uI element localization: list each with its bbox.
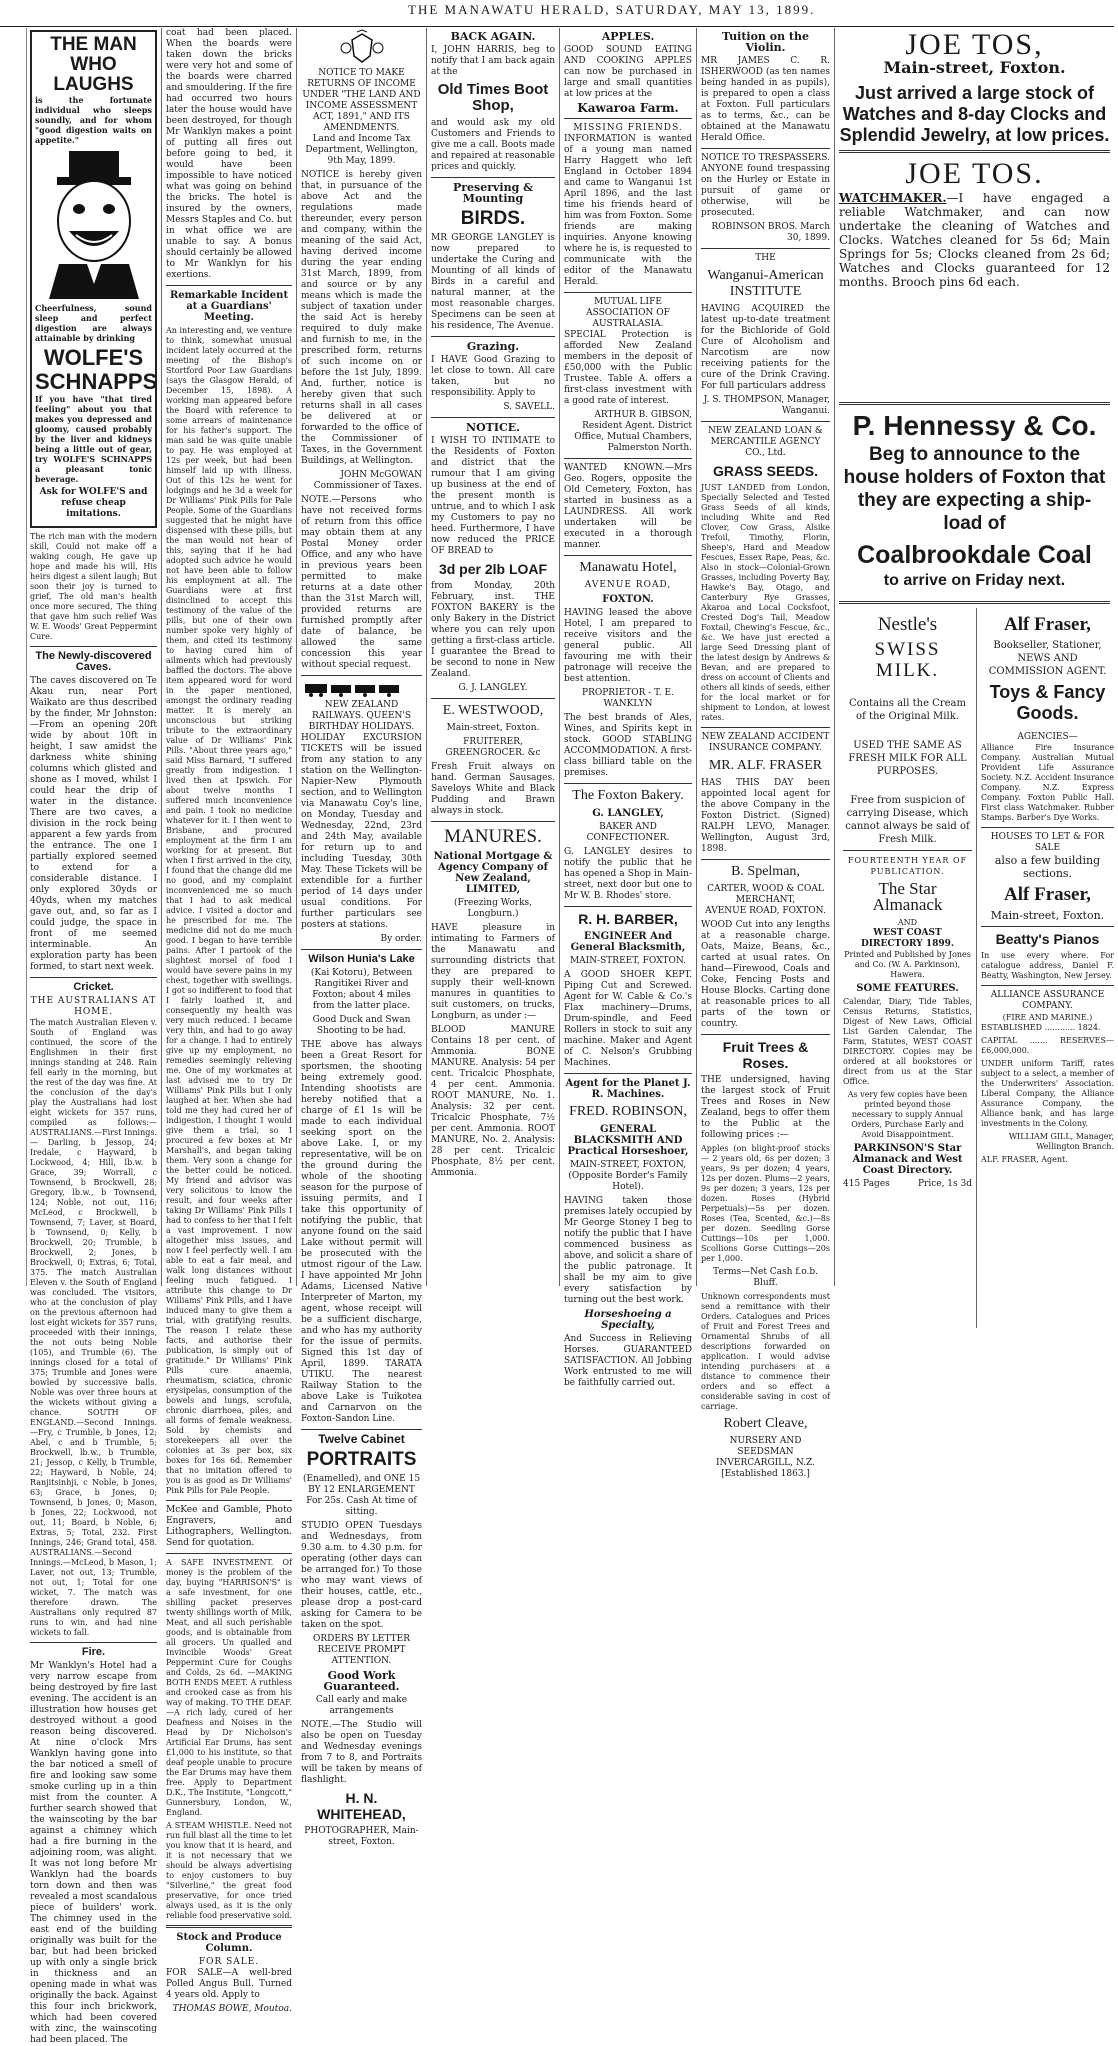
alliance-established: ESTABLISHED ............ 1824.	[981, 1023, 1101, 1032]
hennessy-body: Beg to announce to the house holders of Foxton that they are expecting a ship-load of	[843, 444, 1106, 534]
birds-body: MR GEORGE LANGLEY is now prepared to undertake the Curing and Mounting of all kinds of Birds in a careful and natural manner, at the most reasonable charges. Specimens can be seen at his residence, The Avenue.	[431, 233, 555, 331]
beatty-heading: Beatty's Pianos	[995, 931, 1100, 947]
fraser-address: Main-street, Foxton.	[990, 909, 1105, 922]
nzlm-heading: NEW ZEALAND LOAN & MERCANTILE AGENCY CO., Ltd.	[708, 426, 823, 458]
divider	[981, 985, 1114, 986]
hennessy-title: P. Hennessy & Co.	[852, 410, 1097, 441]
divider	[166, 1553, 292, 1554]
laundress-notice: WANTED KNOWN.—Mrs Geo. Rogers, opposite the Old Cemetery, Foxton, has started in business as a LAUNDRESS. All work undertaken will be executed in a thorough manner.	[564, 463, 692, 550]
mutual-body: SPECIAL Protection is afforded New Zealand members in the deposit of £50,000 with the Public Trustee. Table A. offers a first-class investment with a good rate of interest.	[564, 330, 692, 406]
fruit-trees-body: THE undersigned, having the largest stock of Fruit Trees and Roses in New Zealand, begs to offer them to the Public at the following prices :—	[701, 1075, 830, 1140]
lower-left-column	[839, 608, 977, 1328]
cricket-subheading: THE AUSTRALIANS AT HOME.	[30, 996, 157, 1017]
lake-heading: Wilson Hunia's Lake	[308, 953, 415, 965]
nestle-free: Free from suspicion of carrying Disease, which cannot always be said of Fresh Milk.	[845, 795, 970, 845]
caves-body: The caves discovered on Te Akau run, near Port Waikato are thus described by the finder, Mr Johnston: —From an opening 20ft wide by about 10ft in height, I saw amidst the darkness white shining columns which glisted and shone as I moved, whilst I could hear the drip of water in the distance. There are two caves, a division in the rock being apparent a few yards from the entrance. The one I partially explored seemed to extend for a considerable distance. I only explored 30yds or 40yds, when my matches gave out, and, so far as I could judge, the space in front of me seemed interminable. An exploration party has been formed, to start next week.	[30, 676, 157, 972]
spelman-address: AVENUE ROAD, FOXTON.	[705, 906, 826, 916]
nestle-body: Contains all the Cream of the Original Milk.	[849, 698, 966, 722]
institute-body: HAVING ACQUIRED the latest up-to-date treatment for the Bichloride of Gold Cure of Alcoholism and Narcotism are now receiving patients for the cure of the Drink Craving. For full particulars address	[701, 304, 830, 391]
almanack-features: SOME FEATURES.	[856, 983, 959, 994]
robinson-name: FRED. ROBINSON,	[569, 1104, 687, 1119]
page-header	[0, 0, 1114, 27]
income-notice-body: NOTICE is hereby given that, in pursuance of the above Act and the regulations made thereunder, every person and company, within the meaning of the said Act, having derived income during the year ending 31st March, 1899, from and source or by any means which is made the subject of taxation under the said Act is hereby required to duly make and furnish to me, in the prescribed form, returns of such income on or before the 1st July, 1899. And, further, notice is hereby given that such returns shall in all cases be delivered at or forwarded to the office of the Commissioner of Taxes, in the Government Buildings, at Wellington.	[301, 170, 422, 466]
wolfe-ask: Ask for WOLFE'S and refuse cheap imitations.	[39, 487, 148, 519]
trespass-signature: ROBINSON BROS. March 30, 1899.	[711, 222, 830, 243]
railways-signature: By order.	[380, 934, 422, 944]
bakery-body: G. LANGLEY desires to notify the public that he has opened a Shop in Main-street, next door but one to Mr W. B. Rhodes' store.	[564, 847, 692, 901]
missing-body: INFORMATION is wanted of a young man named Harry Haggett who left England in October 1894 and came to Wanganui 1st April 1896, and the last time his friends heard of him was from Foxton. Some friends are making inquiries. Anyone knowing where he is, is requested to communicate with the editor of the Manawatu Herald.	[564, 134, 692, 287]
bread-notice-body-2: from Monday, 20th February, inst. THE FOXTON BAKERY is the only Bakery in the District where you can rely upon getting a first-class article. I guarantee the Bread to be second to none in New Zealand.	[431, 581, 555, 679]
nma-heading: National Mortgage & Agency Company of New Zealand, LIMITED,	[433, 851, 553, 895]
divider	[839, 150, 1110, 153]
alliance-capital: CAPITAL ....... RESERVES— £6,000,000.	[981, 1036, 1114, 1055]
back-again-body: I, JOHN HARRIS, beg to notify that I am back again at the	[431, 45, 555, 77]
barber-address: MAIN-STREET, FOXTON.	[569, 956, 687, 966]
robinson-trade: GENERAL BLACKSMITH AND Practical Horseshoer,	[567, 1124, 689, 1157]
railways-heading: NEW ZEALAND RAILWAYS. QUEEN'S BIRTHDAY HOLIDAYS.	[308, 700, 415, 732]
fraser-agent-body: HAS THIS DAY been appointed local agent for the above Company in the Foxton District. (Signed) RALPH LEVO, Manager. Wellington, August 3rd, 1898.	[701, 778, 830, 854]
divider	[564, 458, 692, 459]
joe-tos-ads	[839, 28, 1110, 398]
divider	[981, 926, 1114, 927]
wolfe-title-2: SCHNAPPS	[35, 369, 158, 394]
lake-subheading: (Kai Kotoru), Between Rangitikei River and Foxton; about 4 miles from the latter place.	[310, 968, 413, 1011]
hotel-town: FOXTON.	[602, 594, 654, 605]
fraser-agent-name: MR. ALF. FRASER	[708, 758, 823, 773]
fruit-trees-body-2: Unknown correspondents must send a remittance with their Orders. Catalogues and Prices of Fruit and Forest Trees and Ornamental Shrubs of all descriptions forwarded on application. I would advise intending purchasers at a distance to commence their orders and so effect a considerable saving in cost of carriage.	[701, 1292, 830, 1411]
income-notice-department: Land and Income Tax Department, Wellington, 9th May, 1899.	[305, 134, 418, 166]
bread-notice-body: I WISH TO INTIMATE to the Residents of Foxton and district that the rumour that I am giving up business at the end of the present month is untrue, and to which I ask my Customers to pay no heed. Furthermore, I have now reduced the PRICE OF BREAD to	[431, 436, 555, 556]
coal-heading: Coalbrookdale Coal	[857, 541, 1092, 569]
divider	[166, 1925, 292, 1928]
birds-heading: Preserving & Mounting	[452, 181, 534, 205]
column-2	[162, 28, 297, 2014]
alliance-subheading: (FIRE AND MARINE.)	[1002, 1013, 1093, 1022]
cleave-established: [Established 1863.]	[721, 1469, 810, 1479]
coat-of-arms-icon	[340, 30, 384, 66]
safe-investment: A SAFE INVESTMENT. Of money is the problem of the day, buying "HARRISON'S" is a safe investment, for one shilling packet preserves twenty shillings worth of Milk, Meat, and all such perishable goods, and is obtainable from all grocers. Un qualled and Invincible Woods' Great Peppermint Cure for Coughs and Colds, 2s 6d. —MAKING BOTH ENDS MEET. A ruthless and crooked case as from his way of making. TO THE DEAF.—A rich lady, cured of her Deafness and Noises in the Head by Dr Nicholson's Artificial Ear Drums, has sent £1,000 to his institute, so that deaf people unable to procure the Ear Drums may have them free. Apply to Department D.K., The Institute, "Longcott," Gunnersbury, London, W., England.	[166, 1558, 292, 1817]
man-title-2: WHO LAUGHS	[53, 54, 134, 95]
barber-name: R. H. BARBER,	[578, 911, 678, 927]
divider	[564, 118, 692, 119]
divider	[839, 601, 1110, 604]
divider	[701, 248, 830, 249]
kawaroa-farm: Kawaroa Farm.	[577, 101, 679, 115]
institute-signature: J. S. THOMPSON, Manager, Wanganui.	[703, 395, 830, 416]
barber-trade: ENGINEER And General Blacksmith,	[570, 931, 686, 953]
divider	[564, 292, 692, 293]
divider	[30, 977, 157, 978]
horseshoe-body: And Success in Relieving Horses. GUARANTEED SATISFACTION. All Jobbing Work entrusted to me will be faithfully carried out.	[564, 1334, 692, 1388]
violin-heading: Tuition on the Violin.	[721, 30, 810, 54]
laughing-man-illustration	[39, 149, 149, 299]
spelman-trade: CARTER, WOOD & COAL MERCHANT,	[707, 884, 824, 905]
joe-tos-stock: Just arrived a large stock of Watches and 8-day Clocks and Splendid Jewelry, at low prices.	[839, 83, 1110, 145]
cricket-heading: Cricket.	[73, 981, 114, 993]
alliance-body: UNDER uniform Tariff, rates subject to a select, a member of the Underwriters' Association. Liberal Company, the Alliance Assurance Company, the Alliance bank, and has large investments in the Colony.	[981, 1059, 1114, 1128]
income-notice-note: NOTE.—Persons who have not received forms of return from this office may obtain them at any Postal Money order Office, and any who have in previous years been permitted to make returns at a date other than the 31st March will, provided returns are furnished promptly after date of balance, be allowed the same concession this year without special request.	[301, 495, 422, 670]
nma-subheading: (Freezing Works, Longburn.)	[453, 898, 533, 919]
violin-body: MR JAMES C. R. ISHERWOOD (as ten names being handed in as pupils), is prepared to open a class at Foxton. Full particulars as to terms, &c., can be obtained at the Manawatu Herald Office.	[701, 56, 830, 143]
bread-notice-signature: G. J. LANGLEY.	[458, 683, 528, 693]
page-left-margin	[0, 28, 27, 1286]
nestle-title-2: SWISS MILK.	[874, 639, 941, 681]
houses-sections: also a few building sections.	[994, 854, 1101, 880]
almanack-directory: WEST COAST DIRECTORY 1899.	[861, 928, 954, 949]
almanack-and: AND	[897, 918, 918, 927]
watchmaker-body: —I have engaged a reliable Watchmaker, and can now undertake the cleaning of Watches and Clocks. Watches cleaned for 5s 6d; Main Springs for 5s; Clocks cleaned from 2s 6d; Watches and Clocks guaranteed for 12 months. Brooch pins 6d each.	[839, 191, 1110, 289]
divider	[301, 1429, 422, 1430]
divider	[701, 1034, 830, 1035]
divider	[301, 675, 422, 676]
agencies-list: Alliance Fire Insurance Company. Australian Mutual Provident Life Assurance Society. N.Z. Accident Insurance Company. N.Z. Express Company. Foxton Public Hall. First class Watchmaker. Rubber Stamps. Barber's Dye Works.	[981, 743, 1114, 822]
institute-the: THE	[755, 253, 776, 263]
stock-body: FOR SALE—A well-bred Polled Angus Bull. Turned 4 years old. Apply to	[166, 1968, 292, 2000]
divider	[701, 421, 830, 422]
almanack-pages: 415 Pages	[843, 1179, 890, 1189]
income-notice-heading: NOTICE TO MAKE RETURNS OF INCOME UNDER "THE LAND AND INCOME ASSESSMENT ACT, 1891," AND ITS AMENDMENTS.	[302, 68, 421, 133]
divider	[839, 402, 1110, 405]
apples-body: GOOD SOUND EATING AND COOKING APPLES can now be purchased in large and small quantities at low prices at the	[564, 45, 692, 99]
fraser-trade: Bookseller, Stationer, NEWS AND COMMISSION AGENT.	[988, 640, 1107, 677]
fire-body: Mr Wanklyn's Hotel had a very narrow escape from being destroyed by fire last evening. The accident is an illustration how houses get destroyed without a good reason being discovered. At nine o'clock Mrs Wanklyn having gone into the bar noticed a smell of fire and looking saw some smoke curling up in a thin mist from the counter. A further search showed that the wainscoting by the bar against a chimney which had a fire burning in the adjoining room, was alight. It was not long before Mr Wanklyn had the boards torn down and then was revealed a most scandalous piece of builders' work. The chimney used in the east end of the building originally was built for the bar, but had been bricked up with only a single brick in thickness and an opening made in what was originally the back. Against this four inch brickwork, which had been covered with zinc, the wainscoting had been placed. The	[30, 1661, 157, 2045]
wolfe-title-1: WOLFE'S	[43, 345, 144, 370]
divider	[564, 555, 692, 556]
steam-whistle: A STEAM WHISTLE. Need not run full blast all the time to let you know that it is heard, and it is not necessary that we should be always advertising to enjoy customers to buy "Silverline," the great food preservative, for once tried always used, as it is the only reliable food preservative sold.	[166, 1821, 293, 1920]
watchmaker-lead: WATCHMAKER.	[839, 191, 947, 205]
grazing-heading: Grazing.	[466, 340, 520, 353]
divider	[166, 1500, 292, 1501]
robinson-body: HAVING taken those premises lately occupied by Mr George Stoney I beg to notify the public that I have commenced business as above, and solicit a share of the public patronage. It shall be my aim to give every satisfaction by turning out the best work.	[564, 1196, 692, 1305]
divider	[701, 148, 830, 149]
almanack-price: Price, 1s 3d	[917, 1179, 972, 1189]
cleave-trade: NURSERY AND SEEDSMAN	[729, 1436, 802, 1457]
column-4	[427, 28, 560, 1286]
bread-price: 3d per 2lb LOAF	[438, 561, 548, 577]
westwood-body: Fresh Fruit always on hand. German Sausages. Saveloys White and Black Pudding and Brawn always in stock.	[431, 762, 555, 816]
remarkable-body: An interesting and, we venture to think, somewhat unusual incident lately occurred at the meeting of the Bishop's Stortford Poor Law Guardians (says the Glasgow Herald, of December 15, 1898). A working man appeared before the Board with reference to some arrears of maintenance for his father's support. The man said he was quite unable to pay. He was employed at 12s per week, but had been himself laid up with illness. Out of this 12s he went for lodgings and he 3d a week for Dr Williams' Pink Pills for Pale People. Some of the Guardians suggested that he might have dispensed with these pills, but the man would not hear of this, saying that if he had adopted such advice he would not have been able to follow his employment at all. The Guardians were at first disinclined to accept this testimony of the value of the pills, but one of their own number spoke very highly of them, and cited its testimony to having cured him of ailments which had previously baffled the doctors. The above item appeared word for word in the paper mentioned, amongst the ordinary reading matter. It is merely an unconscious but striking tribute to the extraordinary value of Dr Williams' Pink Pills. "About three years ago," said Miss Barnard, "I suffered greatly from indigestion. I lived then at Ipswich. For about twelve months I suffered much inconvenience and pain. I took no medicine whatever for it. I then went to Brisbane, and procured employment at the firm I am working for at present. But when I first arrived in the city, I found that the change did me no good, and my complaint inconvenienced me so much that I had to ask medical advice. I visited a doctor and he prescribed for me. The medicine did not do me much good. I began to have terrible pains. After I partook of the slightest morsel of food I would have severe pains in my chest, together with swellings. I got so indifferent to food that I fairly loathed it, and consequently my health was very much reduced. I became very thin, and had to go away for a change. I had to entirely give up my employment, no remedies seemingly relieving me. One of my workmates at last advised me to try Dr Williams' Pink Pills but I only laughed at her. When she had told me they had cured her of indigestion, I thought I would give them a trial, so I procured a few boxes at Mr Marshall's, and began taking them. Very soon a change for the better could be noticed. My friend and advisor was very solicitous to know the result, and four weeks after taking Dr Williams' Pink Pills I had to confess to her that I felt a vast improvement. I now altogether miss issues, and now I feel perfectly well. I am able to eat a fair meal, and walk long distances without feeling much fatigued. I attribute this change to Dr Williams' Pink Pills, and I have induced many to give them a trial, with gratifying results. The reason I relate these facts, and authorise their publication, is simply out of gratitude." Dr Williams' Pink Pills cure anaemia, rheumatism, sciatica, chronic erysipelas, consumption of the bowels and lungs, scrofula, chronic diarrhoea, piles, and all forms of female weakness. Sold by chemists and storekeepers all over the colonies at 3s per box, six boxes for 16s 6d. Remember that no imitation offered to you is as good as Dr Williams' Pink Pills for Pale People.	[166, 326, 292, 1495]
studio-call: Call early and make arrangements	[315, 1695, 408, 1716]
mutual-heading: MUTUAL LIFE ASSOCIATION OF AUSTRALASIA.	[586, 297, 670, 329]
alliance-heading: ALLIANCE ASSURANCE COMPANY.	[990, 990, 1105, 1011]
whitehead-address: PHOTOGRAPHER, Main-street, Foxton.	[304, 1826, 419, 1847]
nma-body: HAVE pleasure in intimating to Farmers of the Manawatu and surrounding districts that they are prepared to supply their well-known manures in quantities to suit customers, on trucks, Longburn, as under :—	[431, 923, 555, 1021]
toys-heading: Toys & Fancy Goods.	[989, 682, 1106, 723]
income-notice-signature: JOHN McGOWAN Commissioner of Taxes.	[313, 470, 422, 491]
divider	[431, 177, 555, 178]
almanack-footer	[843, 1179, 972, 1190]
bakery-heading: The Foxton Bakery.	[572, 788, 684, 803]
divider	[981, 827, 1114, 828]
fire-heading: Fire.	[81, 1646, 106, 1658]
divider	[431, 417, 555, 418]
alliance-agent: ALF. FRASER, Agent.	[981, 1155, 1068, 1164]
parkinson-heading: PARKINSON'S Star Almanack and West Coast Directory.	[852, 1143, 963, 1176]
birds-title: BIRDS.	[460, 208, 526, 229]
institute-heading: Wanganui-American INSTITUTE	[707, 268, 824, 299]
nestle-title-1: Nestle's	[877, 614, 938, 635]
man-lead: is the fortunate individual who sleeps soundly, and for whom "good digestion waits on appetite."	[35, 95, 152, 145]
alliance-signature: WILLIAM GILL, Manager, Wellington Branch.	[1008, 1132, 1114, 1151]
joe-tos-address: Main-street, Foxton.	[883, 58, 1066, 77]
bakery-trade: BAKER AND CONFECTIONER.	[586, 822, 670, 843]
stock-subheading: FOR SALE.	[198, 1957, 260, 1967]
horseshoe-heading: Horseshoeing a Specialty,	[584, 1309, 672, 1331]
stock-heading: Stock and Produce Column.	[176, 1932, 282, 1954]
agencies-heading: AGENCIES—	[1017, 732, 1078, 742]
column-3	[297, 28, 427, 1847]
studio-note: NOTE.—The Studio will also be open on Tuesday and Wednesday evenings from 7 to 8, and Portraits will be taken by means of flashlight.	[301, 1720, 422, 1785]
cleave-name: Robert Cleave,	[723, 1416, 808, 1431]
mutual-signature: ARTHUR B. GIBSON, Resident Agent. District Office, Mutual Chambers, Palmerston North.	[574, 410, 692, 453]
divider	[843, 850, 972, 851]
almanack-body-2: As very few copies have been printed beyond those necessary to supply Annual Orders, Purchase Early and Avoid Disappointment.	[847, 1090, 968, 1139]
cricket-body: The match Australian Eleven v. South of England was continued, the score of the Englishmen in their first innings standing at 248. Rain fell early in the morning, but the rest of the day was fine. At the conclusion of the day's play the Australians had lost eight wickets for 357 runs, compiled as follows:— AUSTRALIANS.—First Innings.— Darling, b Jessop, 24; Iredale, c Hayward, b Lockwood, 4; Hill, lb.w. b Grace, 39; Worrall, c Townsend, b Brockwell, 28; Gregory, lb.w., b Townsend, 124; Noble, not out, 116; McLeod, c Brockwell, b Townsend, 7; Laver, st Board, b Townsend, 0; Kelly, b Brockwell, 20; Trumble, b Brockwell, 2; Jones, b Brockwell, 0; Extras, 6; Total, 375. The match Australian Eleven v. the South of England was concluded. The visitors, who at the conclusion of play on the previous afternoon had lost eight wickets for 357 runs, proceeded with their innings, the not outs being Noble (105), and Trumble (6). The innings closed for a total of 375; Trumble and Jones were bowled by successive balls. Noble was over three hours at the wickets without giving a chance. SOUTH OF ENGLAND.—Second Innings.—Fry, c Trumble, b Jones, 12; Abel, c and b Trumble, 5; Brockwell, lb.w., b Trumble, 21; Jessop, c Kelly, b Trumble, 22; Hayward, b Noble, 24; Ranjitsinhji, c Noble, b Jones, 63; Grace, b Jones, 0; Townsend, b Jones, 0; Mason, b Jones, 22; Lockwood, not out, 11; Board, b Noble, 6; Extras, 5; Total, 232. First Innings, 246; Grand total, 458. AUSTRALIANS.—Second Innings.—McLeod, b Mason, 1; Laver, not out, 13; Trumble, not out, 1; Total for one wicket, 7. The match was therefore drawn. The Australians only required 87 runs to win, and had nine wickets to fall.	[30, 1018, 157, 1637]
divider	[564, 783, 692, 784]
accident-heading: NEW ZEALAND ACCIDENT INSURANCE COMPANY.	[701, 732, 830, 753]
almanack-title: The Star Almanack	[872, 879, 943, 914]
portraits-heading-2: PORTRAITS	[306, 1449, 417, 1470]
bakery-name: G. LANGLEY,	[592, 808, 664, 819]
missing-heading: MISSING FRIENDS.	[573, 123, 683, 133]
nestle-used: USED THE SAME AS FRESH MILK FOR ALL PURPOSES.	[848, 740, 967, 777]
divider	[30, 646, 157, 647]
spelman-name: B. Spelman,	[731, 864, 800, 879]
hotel-proprietor: PROPRIETOR - T. E. WANKLYN	[582, 688, 674, 709]
bread-notice-heading: NOTICE.	[466, 421, 520, 434]
coal-arrival: to arrive on Friday next.	[883, 572, 1066, 589]
fire-continued: coat had been placed. When the boards were taken down the bricks were very hot and some of the boards were charred and smouldering. If the fire had occurred two hours later the house would have been destroyed, for though Mr Wanklyn makes a point of putting all fires out before going to bed, it would have been impossible to have noticed what was going on behind the bricks. The hotel is insured by the owners, Messrs Staples and Co. but in what office we are unable to say. A bonus should certainly be allowed to Mr Wanklyn for his exertions.	[166, 28, 292, 280]
remarkable-heading: Remarkable Incident at a Guardians' Meeting.	[169, 290, 289, 323]
trespass-body: ANYONE found trespassing on the Hurley or Estate in pursuit of game or otherwise, will be prosecuted.	[701, 164, 830, 218]
column-6	[697, 28, 835, 1479]
grazing-signature: S. SAVELL.	[503, 402, 555, 412]
lower-right-column	[977, 608, 1118, 1328]
fraser-heading: Alf Fraser,	[1004, 614, 1091, 635]
divider	[30, 1642, 157, 1643]
hotel-body: HAVING leased the above Hotel, I am prepared to receive visitors and the general public. All favouring me with their patronage will receive the best attention.	[564, 608, 692, 684]
studio-body: STUDIO OPEN Tuesdays and Wednesdays, from 9.30 a.m. to 4.30 p.m. for operating (other days can be arranged for.) To those who may want views of their houses, cattle, etc., please drop a post-card asking for Camera to be taken on the spot.	[301, 1521, 422, 1630]
almanack-printed: Printed and Published by Jones and Co. (W. A. Parkinson), Hawera.	[844, 950, 971, 979]
railways-body: HOLIDAY EXCURSION TICKETS will be issued from any station to any station on the Wellington-Napier-New Plymouth section, and to Wellington via Manawatu Coy's line, on Monday, Tuesday and Wednesday, 22nd, 23rd and 24th May, available for return up to and including Tuesday, 30th May. These Tickets will be extendible for a further period of 14 days under usual conditions. For further particulars see posters at stations.	[301, 733, 422, 930]
stock-signature: THOMAS BOWE, Moutoa.	[172, 2004, 292, 2014]
robinson-address: MAIN-STREET, FOXTON, (Opposite Border's Family Hotel).	[568, 1160, 688, 1192]
column-5	[560, 28, 697, 1388]
divider	[431, 698, 555, 699]
hotel-street: AVENUE ROAD,	[584, 580, 672, 590]
studio-orders: ORDERS BY LETTER RECEIVE PROMPT ATTENTION.	[312, 1634, 411, 1666]
lower-split	[839, 608, 1114, 1328]
wolfes-schnapps-ad	[30, 30, 157, 528]
trespass-heading: NOTICE TO TRESPASSERS.	[701, 153, 830, 163]
barber-body: A GOOD SHOER KEPT. Piping Cut and Screwed. Agent for W. Cable & Co.'s Flax machinery—Drums, Drum-spindle, and Feed Rollers in stock to suit any machine. Maker and Agent of C. Nelson's Grubbing Machines.	[564, 970, 692, 1068]
mckee-notice: McKee and Gamble, Photo Engravers, and Lithographers, Wellington. Send for quotation.	[166, 1505, 292, 1548]
portraits-offer: (Enamelled), and ONE 15 BY 12 ENLARGEMENT For 25s. Cash At time of sitting.	[302, 1474, 421, 1517]
divider	[431, 336, 555, 337]
hotel-body-2: The best brands of Ales, Wines, and Spirits kept in stock. GOOD STABLING ACCOMMODATION. A first-class billiard table on the premises.	[564, 713, 692, 778]
fruit-trees-list: Apples (on blight-proof stocks — 2 years old, 6s per dozen; 3 years, 9s per dozen; 4 years, 12s per dozen. Plums—2 years, 9s per dozen; 3 years, 12s per dozen. Roses (Hybrid Perpetuals)—5s per dozen. Roses (Tea, Scented, &c.)—8s per dozen. Seedling Gorse Cuttings—10s per 1,000. Scollions Gorse Cuttings—20s per 1,000.	[701, 1144, 830, 1263]
westwood-address: Main-street, Foxton.	[446, 723, 540, 733]
column-7	[835, 28, 1114, 1286]
boot-shop-name: Old Times Boot Shop,	[437, 81, 549, 114]
good-work-heading: Good Work Guaranteed.	[323, 1669, 400, 1693]
divider	[431, 821, 555, 822]
caves-heading: The Newly-discovered Caves.	[35, 650, 152, 673]
houses-heading: HOUSES TO LET & FOR SALE	[990, 832, 1105, 853]
whitehead-name: H. N. WHITEHEAD,	[317, 1790, 406, 1822]
fruit-trees-heading: Fruit Trees & Roses.	[722, 1039, 809, 1071]
column-1	[26, 28, 162, 2045]
masthead: THE MANAWATU HERALD, SATURDAY, MAY 13, 1899.	[408, 2, 816, 17]
fruit-trees-terms: Terms—Net Cash f.o.b. Bluff.	[713, 1267, 818, 1288]
westwood-trade: FRUITERER, GREENGROCER. &c	[445, 737, 541, 758]
divider	[166, 285, 292, 286]
joe-tos-title: JOE TOS,	[905, 28, 1044, 61]
grazing-body: I HAVE Good Grazing to let close to town. All care taken, but no responsibility. Apply to	[431, 355, 555, 398]
portraits-heading-1: Twelve Cabinet	[318, 1432, 405, 1446]
cleave-address: INVERCARGILL, N.Z.	[716, 1458, 815, 1468]
back-again-heading: BACK AGAIN.	[450, 30, 536, 43]
peppermint-poem: The rich man with the modern skill, Could not make off a waking cough, He gave up hope and made his will, His heirs digest a silent laugh; But soon their joy is turned to grief, The old man's health once more secured, The thing that gave him such relief Was W. E. Woods' Great Peppermint Cure.	[30, 532, 157, 641]
wolfe-body: If you have "that tired feeling" about you that makes you depressed and gloomy, caused probably by the liver and kidneys being a little out of gear, try WOLFE'S SCHNAPPS a pleasant tonic beverage.	[35, 394, 152, 484]
apples-heading: APPLES.	[601, 30, 655, 43]
lake-body: THE above has always been a Great Resort for sportsmen, the shooting being extremely good. Intending shootists are hereby notified that a charge of £1 1s will be made to each individual seeking sport on the above Lake. I, or my representative, will be on the ground during the whole of the shooting season for the purpose of issuing permits, and I take this opportunity of notifying the public, that anyone found on the said Lake without permit will be prosecuted with the utmost rigour of the Law. I have appointed Mr John Adams, Licensed Native Interpreter of Marton, my agent, whose receipt will be a sufficient discharge, and who has my authority for the issue of permits. Signed this 1st day of April, 1899. TARATA UTIKU. The nearest Railway Station to the above Lake is Tuikotea and Carnarvon on the Foxton-Sandon Line.	[301, 1040, 422, 1424]
hotel-name: Manawatu Hotel,	[579, 560, 677, 575]
spelman-body: WOOD Cut into any lengths at a reasonable charge. Oats, Maize, Beans, &c., carted at usual rates. On hand—Firewood, Coals and Coke, Fencing Posts and House Blocks. Carting done at reasonable prices to all parts of the town or country.	[701, 920, 830, 1029]
nma-manure-list: BLOOD MANURE Contains 18 per cent. of Ammonia. BONE MANURE. Analysis: 54 per cent. Tricalcic Phosphate, 4 per cent. Ammonia. ROOT MANURE, No. 1. Analysis: 32 per cent. Tricalcic Phosphate, 7½ per cent. Ammonia. ROOT MANURE, No. 2. Analysis: 28 per cent. Tricalcic Phosphate, 8½ per cent. Ammonia.	[431, 1025, 555, 1178]
man-caption: Cheerfulness, sound sleep and perfect digestion are always attainable by drinking	[35, 303, 152, 343]
boot-shop-body: and would ask my old Customers and Friends to give me a call. Boots made and repaired at reasonable prices and quickly.	[431, 118, 555, 172]
planet-heading: Agent for the Planet J. R. Machines.	[565, 1078, 691, 1100]
manures-heading: MANURES.	[444, 826, 542, 847]
westwood-name: E. WESTWOOD,	[442, 703, 544, 718]
beatty-body: In use every where. For catalogue address, Daniel F. Beatty, Washington, New Jersey.	[981, 951, 1114, 980]
divider	[301, 949, 422, 950]
lake-line: Good Duck and Swan Shooting to be had.	[312, 1015, 411, 1036]
man-title-1: THE MAN	[50, 34, 137, 55]
divider	[701, 859, 830, 860]
grass-seeds-body: JUST LANDED from London, Specially Selected and Tested Grass Seeds of all kinds, including White and Red Clover, Cow Grass, Alsike Trefoil, Timothy, Florin, Sheep's, Hard and Meadow Fescues, Essex Rape, Peas, &c. Also in stock—Colonial-Grown Grasses, including Poverty Bay, Hawke's Bay, Otago, and Canterbury Rye Grasses, Akaroa and Local Cocksfoot, Crested Dog's Tail, Meadow Foxtail, Chewing's Fescue, &c., &c. We have just erected a large Seed Dressing plant of the latest design by Andrews & Bevan, and are prepared to dress on account of Clients and others all kinds of seeds, either for the local market or for shipment to London, at lowest rates.	[701, 483, 830, 722]
joe-tos-title-2: JOE TOS.	[905, 157, 1044, 190]
divider	[701, 727, 830, 728]
railway-train-icon	[301, 680, 421, 698]
grass-seeds-heading: GRASS SEEDS.	[712, 463, 819, 479]
divider	[564, 1073, 692, 1074]
fraser-heading-2: Alf Fraser,	[1004, 884, 1091, 905]
almanack-year: FOURTEENTH YEAR OF PUBLICATION.	[847, 856, 968, 876]
divider	[564, 906, 692, 907]
almanack-body: Calendar, Diary, Tide Tables, Census Returns, Statistics, Digest of New Laws, Official List Garden Calendar, The Farm, Statutes, WEST COAST DIRECTORY. Copies may be ordered at all bookstores or direct from us at the Star Office.	[843, 997, 972, 1086]
